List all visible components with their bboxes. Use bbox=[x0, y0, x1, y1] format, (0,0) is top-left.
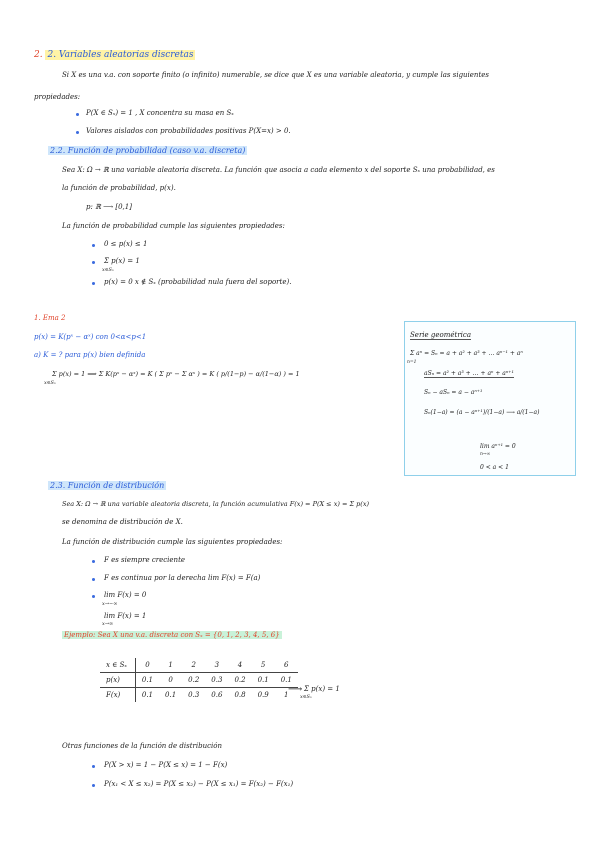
serie-l2 bbox=[424, 370, 514, 377]
exercise-title: 1. Ema 2 bbox=[34, 314, 66, 322]
table-cell: 0.1 bbox=[252, 673, 275, 688]
sec23-p1: F es siempre creciente bbox=[104, 556, 186, 564]
serie-l3: Sₙ − aSₙ = a − aⁿ⁺¹ bbox=[424, 389, 483, 396]
serie-title-text: Serie geométrica bbox=[410, 331, 472, 339]
table-row bbox=[100, 688, 298, 703]
serie-l1-sub: n=1 bbox=[407, 360, 417, 365]
sec22-p3: p(x) = 0 x ∉ Sₓ (probabilidad nula fuera del soporte). bbox=[104, 278, 292, 286]
distribution-table bbox=[100, 658, 298, 702]
sec2-intro-line1: Si X es una v.a. con soporte finito (o infinito) numerable, se dice que X es una variable aleatoria, y cumple las siguientes bbox=[62, 71, 489, 79]
otras-o1: P(X > x) = 1 − P(X ≤ x) = 1 − F(x) bbox=[104, 761, 228, 769]
sec22-line1: Sea X: Ω → ℝ una variable aleatoria discreta. La función que asocia a cada elemento x del soporte Sₓ una probabilidad, es bbox=[62, 166, 495, 174]
arrow-icon: ⟶ bbox=[288, 684, 303, 695]
table-cell: 0.1 bbox=[135, 673, 159, 688]
bullet-icon bbox=[92, 244, 95, 247]
sec22-line2: la función de probabilidad, p(x). bbox=[62, 184, 176, 192]
serie-l1: Σ aⁿ = Sₙ = a + a² + a³ + … aⁿ⁻¹ + aⁿ bbox=[410, 350, 523, 357]
table-cell: 0 bbox=[159, 673, 182, 688]
table-cell: 0.1 bbox=[141, 691, 154, 699]
sec23-line1: Sea X: Ω → ℝ una variable aleatoria discreta, la función acumulativa F(x) = P(X ≤ x) = Σ p(x) bbox=[62, 500, 370, 508]
sec2-intro-line2: propiedades: bbox=[34, 93, 81, 101]
otras-title: Otras funciones de la función de distribución bbox=[62, 742, 222, 750]
serie-l6: 0 < a < 1 bbox=[480, 464, 509, 471]
sec22-p2-sub: x∈Sₓ bbox=[102, 267, 114, 273]
section-2-title: 2. Variables aleatorias discretas bbox=[47, 50, 194, 60]
table-header-cell: 5 bbox=[252, 658, 275, 673]
table-header-cell: 2 bbox=[182, 658, 205, 673]
table-row bbox=[100, 673, 298, 688]
serie-l5: lim aⁿ⁺¹ = 0 bbox=[480, 443, 516, 450]
table-header-cell: 0 bbox=[135, 658, 159, 673]
sec23-p4: lim F(x) = 1 bbox=[104, 612, 147, 620]
serie-l2-text: aSₙ = a² + a³ + … + aⁿ + aⁿ⁺¹ bbox=[424, 370, 514, 377]
exercise-question-a: a) K = ? para p(x) bien definida bbox=[34, 351, 146, 359]
bullet-icon bbox=[92, 282, 95, 285]
table-cell: 0.3 bbox=[205, 673, 228, 688]
otras-o2: P(x₁ < X ≤ x₂) = P(X ≤ x₂) − P(X ≤ x₁) = F(x₂) − F(x₁) bbox=[104, 780, 294, 788]
exercise-equation: Σ p(x) = 1 ⟹ Σ K(pˣ − αˣ) = K ( Σ pˣ − Σ αˣ ) = K ( p/(1−p) − α/(1−α) ) = 1 bbox=[52, 370, 300, 378]
sec23-p2: F es continua por la derecha lim F(x) = F(a) bbox=[104, 574, 261, 582]
bullet-icon bbox=[92, 784, 95, 787]
section-2-2-heading bbox=[48, 146, 247, 155]
section-2-3-heading bbox=[48, 481, 166, 490]
bullet-icon bbox=[92, 261, 95, 264]
table-cell: 0.3 bbox=[188, 691, 200, 699]
table-row-label: F(x) bbox=[100, 688, 135, 703]
table-cell: 1 bbox=[284, 691, 289, 699]
sec22-props-title: La función de probabilidad cumple las siguientes propiedades: bbox=[62, 222, 285, 230]
bullet-icon bbox=[92, 765, 95, 768]
table-header-cell: 6 bbox=[275, 658, 298, 673]
table-header-cell: 3 bbox=[205, 658, 228, 673]
table-row bbox=[100, 658, 298, 673]
table-header-cell: 1 bbox=[159, 658, 182, 673]
table-note-sub: x∈Sₓ bbox=[300, 694, 312, 700]
bullet-icon bbox=[76, 113, 79, 116]
sec22-map: p: ℝ ⟶ [0,1] bbox=[86, 203, 132, 211]
section-2-heading: 2. 2. Variables aleatorias discretas bbox=[34, 50, 194, 60]
table-cell: 0.9 bbox=[257, 691, 269, 699]
table-header-cell: x ∈ Sₓ bbox=[100, 658, 135, 673]
example-line bbox=[62, 631, 282, 639]
serie-l5-sub: n→∞ bbox=[480, 452, 491, 457]
sec23-p4-sub: x→∞ bbox=[102, 621, 114, 627]
table-cell: 0.1 bbox=[165, 691, 177, 699]
sec23-props-title: La función de distribución cumple las siguientes propiedades: bbox=[62, 538, 283, 546]
table-cell: 0.2 bbox=[228, 673, 251, 688]
sec23-p3-sub: x→−∞ bbox=[102, 601, 118, 607]
sec2-prop2: Valores aislados con probabilidades positivas P(X=x) > 0. bbox=[86, 127, 291, 135]
section-2-2-title: 2.2. Función de probabilidad (caso v.a. discreta) bbox=[50, 146, 246, 155]
bullet-icon bbox=[92, 578, 95, 581]
serie-title bbox=[410, 331, 471, 339]
table-header-cell: 4 bbox=[228, 658, 251, 673]
sec22-p1: 0 ≤ p(x) ≤ 1 bbox=[104, 240, 148, 248]
sec2-prop1: P(X ∈ Sₓ) = 1 , X concentra su masa en Sₓ bbox=[86, 109, 234, 117]
serie-l4: Sₙ(1−a) = (a − aⁿ⁺¹)/(1−a) ⟶ a/(1−a) bbox=[424, 409, 540, 416]
bullet-icon bbox=[92, 560, 95, 563]
bullet-icon bbox=[92, 595, 95, 598]
sec23-p3: lim F(x) = 0 bbox=[104, 591, 147, 599]
exercise-given: p(x) = K(pˣ − αˣ) con 0<α<p<1 bbox=[34, 333, 147, 341]
bullet-icon bbox=[76, 131, 79, 134]
table-cell: 0.1 bbox=[275, 673, 298, 688]
table-cell: 0.2 bbox=[182, 673, 205, 688]
table-cell: 0.6 bbox=[211, 691, 223, 699]
table-cell: 0.8 bbox=[234, 691, 246, 699]
example-text: Ejemplo: Sea X una v.a. discreta con Sₓ = {0, 1, 2, 3, 4, 5, 6} bbox=[64, 631, 280, 639]
sec22-p2: Σ p(x) = 1 bbox=[104, 257, 140, 265]
table-note: Σ p(x) = 1 bbox=[304, 685, 340, 693]
sec23-line2: se denomina de distribución de X. bbox=[62, 518, 183, 526]
exercise-equation-sub: x∈Sₓ bbox=[44, 380, 56, 386]
table-row-label: p(x) bbox=[100, 673, 135, 688]
section-2-3-title: 2.3. Función de distribución bbox=[50, 481, 165, 490]
